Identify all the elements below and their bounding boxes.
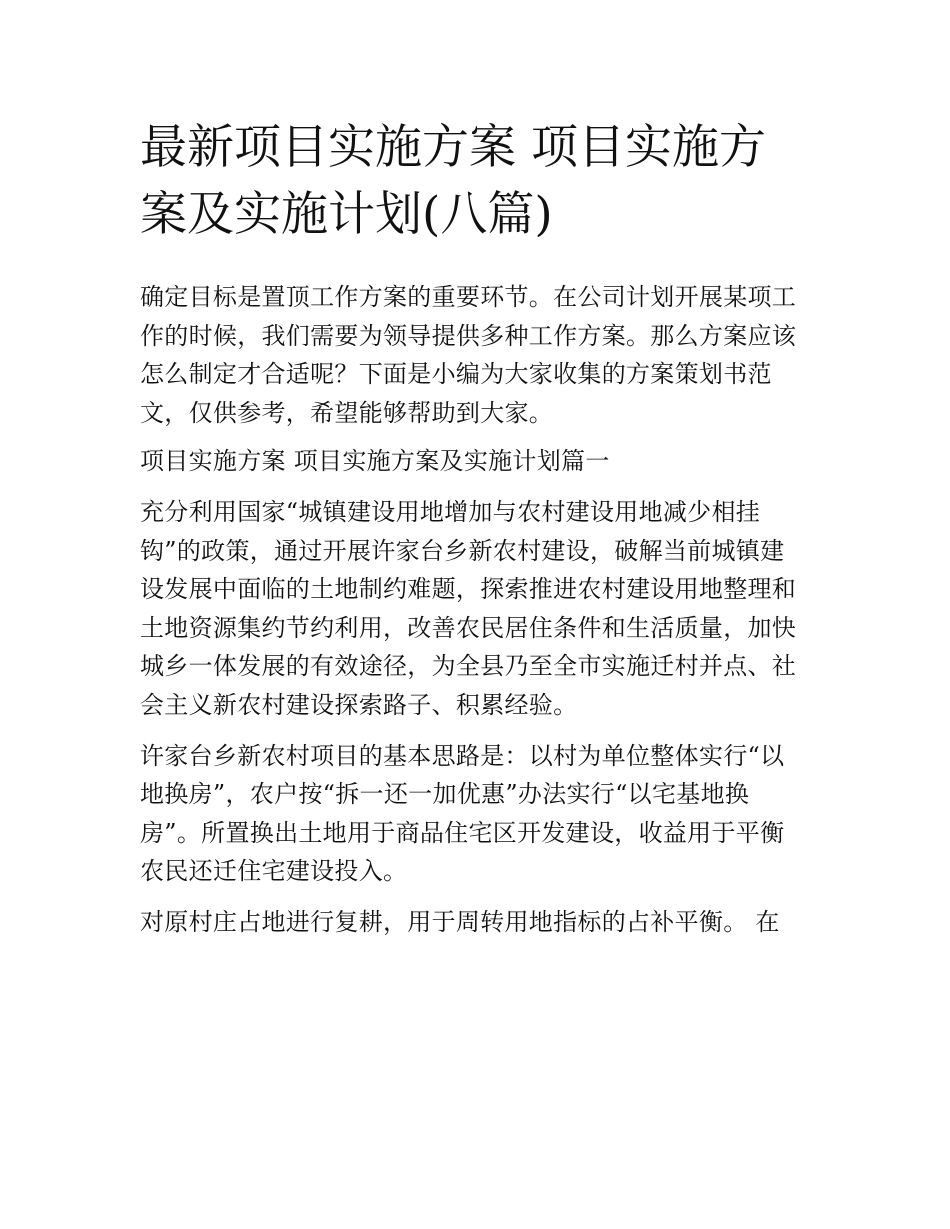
text-line: 设发展中面临的土地制约难题，探索推进农村建设用地整理和	[140, 575, 797, 604]
text-line: 确定目标是置顶工作方案的重要环节。在公司计划开展某项工	[140, 283, 797, 311]
text-line: 地换房”，农户按“拆一还一加优惠”办法实行“以宅基地换	[140, 780, 750, 809]
body-paragraph-3	[140, 903, 812, 942]
intro-paragraph	[140, 278, 812, 432]
text-line: 土地资源集约节约利用，改善农民居住条件和生活质量，加快	[140, 613, 797, 642]
text-line: 充分利用国家“城镇建设用地增加与农村建设用地减少相挂	[140, 497, 761, 526]
title-line: 案及实施计划(八篇)	[140, 187, 553, 242]
text-line: 钩”的政策，通过开展许家台乡新农村建设，破解当前城镇建	[140, 536, 785, 565]
title-line: 最新项目实施方案 项目实施方	[140, 120, 766, 175]
body-paragraph-1	[140, 493, 812, 725]
text-line: 会主义新农村建设探索路子、积累经验。	[140, 690, 578, 719]
document-body	[140, 114, 812, 942]
text-line: 城乡一体发展的有效途径，为全县乃至全市实施迁村并点、社	[140, 652, 797, 681]
text-line: 文，仅供参考，希望能够帮助到大家。	[140, 398, 554, 427]
text-line: 许家台乡新农村项目的基本思路是：以村为单位整体实行“以	[140, 741, 785, 770]
text-line: 农民还迁住宅建设投入。	[140, 857, 408, 886]
text-line: 房”。所置换出土地用于商品住宅区开发建设，收益用于平衡	[140, 818, 785, 847]
section-heading	[140, 442, 812, 481]
body-paragraph-2	[140, 737, 812, 891]
text-line: 作的时候，我们需要为领导提供多种工作方案。那么方案应该	[140, 321, 797, 350]
text-line: 对原村庄占地进行复耕，用于周转用地指标的占补平衡。 在	[140, 907, 780, 936]
text-line: 项目实施方案 项目实施方案及实施计划篇一	[140, 447, 610, 476]
document-title	[140, 114, 812, 248]
text-line: 怎么制定才合适呢？下面是小编为大家收集的方案策划书范	[140, 360, 772, 389]
